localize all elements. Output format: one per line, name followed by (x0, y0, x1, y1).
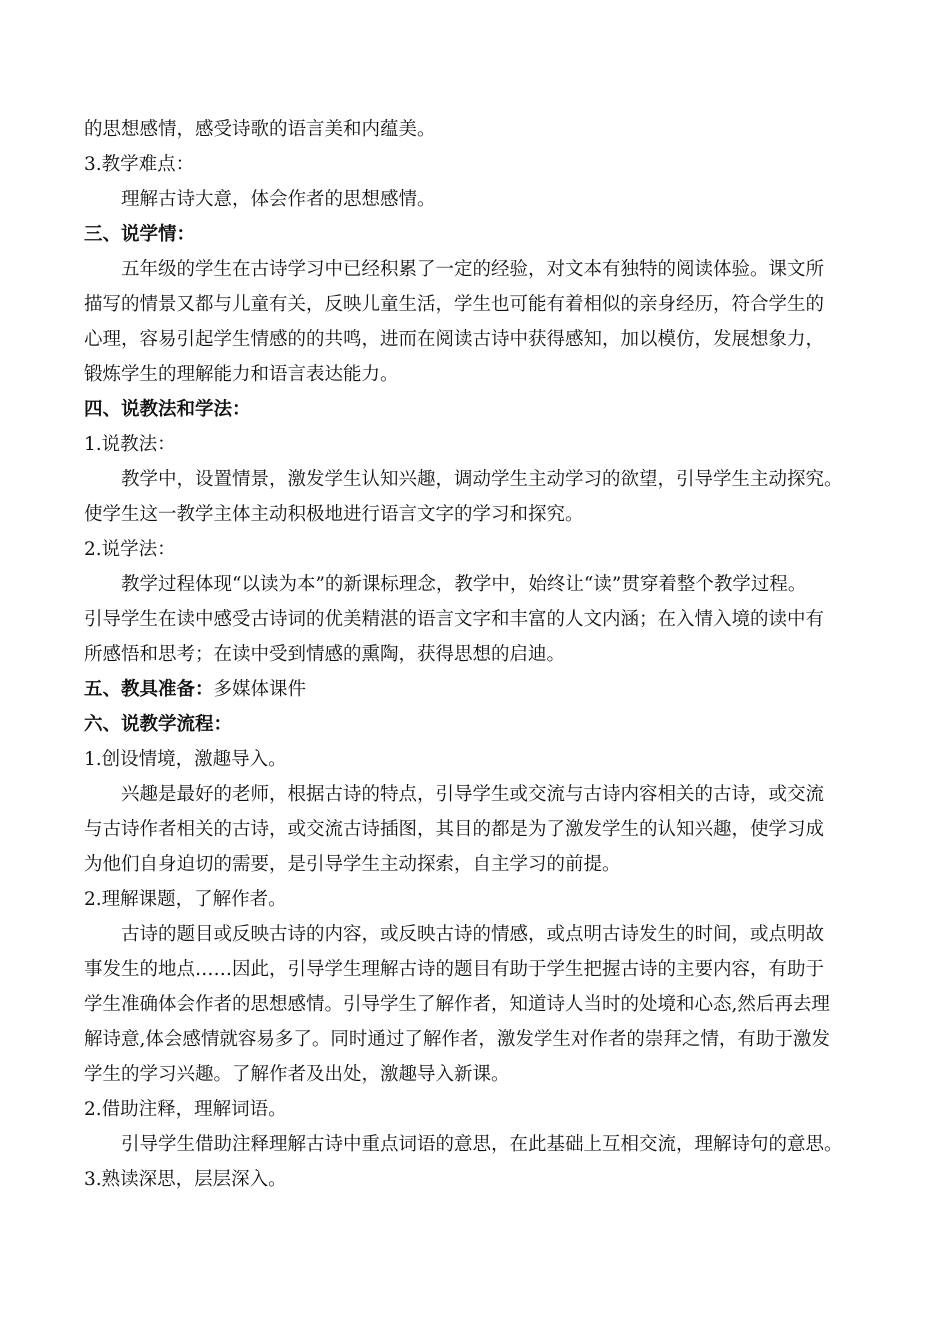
paragraph-line: 解诗意,体会感情就容易多了。同时通过了解作者，激发学生对作者的崇拜之情，有助于激发 (84, 1029, 830, 1050)
paragraph-line: 描写的情景又都与儿童有关，反映儿童生活，学生也可能有着相似的亲身经历，符合学生的 (84, 294, 825, 315)
paragraph-line: 兴趣是最好的老师，根据古诗的特点，引导学生或交流与古诗内容相关的古诗，或交流 (121, 784, 825, 805)
section-heading-5 (84, 672, 884, 707)
subheading-step-1: 1.创设情境，激趣导入。 (84, 749, 287, 770)
paragraph-line: 心理，容易引起学生情感的的共鸣，进而在阅读古诗中获得感知，加以模仿，发展想象力， (84, 329, 825, 350)
paragraph-line: 所感悟和思考；在读中受到情感的熏陶，获得思想的启迪。 (84, 644, 566, 665)
paragraph-line: 理解古诗大意，体会作者的思想感情。 (121, 189, 436, 210)
paragraph-line: 教学中，设置情景，激发学生认知兴趣，调动学生主动学习的欲望，引导学生主动探究。 (121, 469, 843, 490)
subheading-teaching-difficulty: 3.教学难点： (84, 154, 195, 175)
paragraph-line: 引导学生在读中感受古诗词的优美精湛的语言文字和丰富的人文内涵；在入情入境的读中有 (84, 609, 825, 630)
subheading-step-2: 2.理解课题，了解作者。 (84, 889, 287, 910)
subheading-teaching-method: 1.说教法： (84, 434, 176, 455)
paragraph-line: 五年级的学生在古诗学习中已经积累了一定的经验，对文本有独特的阅读体验。课文所 (121, 259, 825, 280)
paragraph-line: 学生准确体会作者的思想感情。引导学生了解作者，知道诗人当时的处境和心态,然后再去理 (84, 994, 830, 1015)
section-heading-3: 三、说学情： (84, 224, 196, 245)
section-heading-5-label: 五、教具准备： (84, 679, 214, 700)
section-heading-5-value: 多媒体课件 (213, 679, 307, 700)
document-page (84, 112, 884, 1197)
paragraph-line: 与古诗作者相关的古诗，或交流古诗插图，其目的都是为了激发学生的认知兴趣，使学习成 (84, 819, 825, 840)
section-heading-6: 六、说教学流程： (84, 714, 233, 735)
paragraph-line: 使学生这一教学主体主动积极地进行语言文字的学习和探究。 (84, 504, 584, 525)
paragraph-line: 事发生的地点……因此，引导学生理解古诗的题目有助于学生把握古诗的主要内容，有助于 (84, 959, 825, 980)
subheading-step-3: 2.借助注释，理解词语。 (84, 1099, 287, 1120)
section-heading-4: 四、说教法和学法： (84, 399, 251, 420)
paragraph-line: 古诗的题目或反映古诗的内容，或反映古诗的情感，或点明古诗发生的时间，或点明故 (121, 924, 825, 945)
paragraph-line: 引导学生借助注释理解古诗中重点词语的意思，在此基础上互相交流，理解诗句的意思。 (121, 1134, 843, 1155)
text-line: 的思想感情，感受诗歌的语言美和内蕴美。 (84, 119, 436, 140)
paragraph-line: 教学过程体现“以读为本”的新课标理念，教学中，始终让“读”贯穿着整个教学过程。 (121, 574, 807, 595)
paragraph-line: 为他们自身迫切的需要，是引导学生主动探索，自主学习的前提。 (84, 854, 621, 875)
paragraph-line: 学生的学习兴趣。了解作者及出处，激趣导入新课。 (84, 1064, 510, 1085)
subheading-learning-method: 2.说学法： (84, 539, 176, 560)
paragraph-line: 锻炼学生的理解能力和语言表达能力。 (84, 364, 399, 385)
subheading-step-4: 3.熟读深思，层层深入。 (84, 1169, 287, 1190)
